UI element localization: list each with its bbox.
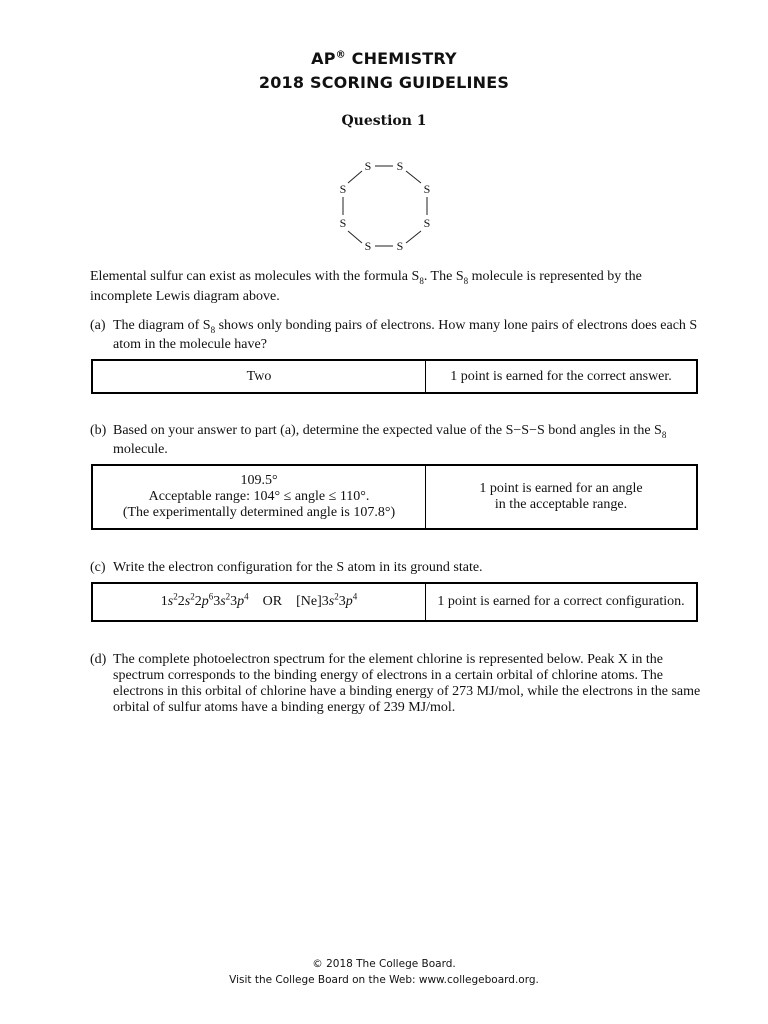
part-d-label: (d) xyxy=(90,652,107,667)
part-a-label: (a) xyxy=(90,318,106,333)
bond-line xyxy=(406,231,421,243)
part-a-points: 1 point is earned for the correct answer. xyxy=(426,360,698,393)
part-a-line-2: atom in the molecule have? xyxy=(113,337,267,352)
part-b-points-line-2: in the acceptable range. xyxy=(494,497,628,512)
part-b-label: (b) xyxy=(90,423,107,438)
lewis-atom-bottom-left: S xyxy=(364,239,372,253)
part-d-line-3: electrons in this orbital of chlorine have a binding energy of 273 MJ/mol, while the electrons in the same xyxy=(113,684,701,699)
part-b-answer-value: 109.5° xyxy=(240,473,278,488)
part-c-label: (c) xyxy=(90,560,106,575)
lewis-atom-top-left: S xyxy=(364,159,372,173)
part-b-answer-cell xyxy=(92,465,426,529)
part-d-line-4: orbital of sulfur atoms have a binding energy of 239 MJ/mol. xyxy=(113,700,456,715)
lewis-atom-left-upper: S xyxy=(339,182,347,196)
lewis-atom-left-lower: S xyxy=(339,216,347,230)
bond-line xyxy=(348,231,362,243)
part-d-line-1: The complete photoelectron spectrum for the element chlorine is represented below. Peak X in the xyxy=(113,652,663,667)
electron-configuration-noble-gas: $[Ne]3s^23p^4$ xyxy=(296,591,358,609)
footer-copyright: © 2018 The College Board. xyxy=(312,958,456,970)
bond-line xyxy=(406,171,421,183)
bond-line xyxy=(348,171,362,183)
lewis-atom-top-right: S xyxy=(396,159,404,173)
part-c-line-1: Write the electron configuration for the S atom in its ground state. xyxy=(113,560,483,575)
page-title: AP® CHEMISTRY xyxy=(311,49,457,68)
lewis-atom-bottom-right: S xyxy=(396,239,404,253)
lewis-diagram xyxy=(330,155,440,255)
footer-website: Visit the College Board on the Web: www.collegeboard.org. xyxy=(229,974,539,986)
part-b-line-2: molecule. xyxy=(113,442,168,457)
part-b-line-1: Based on your answer to part (a), determine the expected value of the S−S−S bond angles in the $S_8$ xyxy=(113,423,667,440)
electron-configuration-full: $1s^22s^22p^63s^23p^4$ xyxy=(160,591,249,609)
part-b-points-line-1: 1 point is earned for an angle xyxy=(479,481,643,496)
part-d-line-2: spectrum corresponds to the binding energy of electrons in a certain orbital of chlorine atoms. The xyxy=(113,668,663,683)
part-a-line-1: The diagram of $S_8$ shows only bonding pairs of electrons. How many lone pairs of electrons does each S xyxy=(113,318,698,335)
part-c-scoring-table xyxy=(91,582,698,622)
intro-line-1: Elemental sulfur can exist as molecules with the formula $S_8$. The $S_8$ molecule is represented by the xyxy=(90,269,642,286)
or-label: OR xyxy=(262,594,283,609)
part-c-points: 1 point is earned for a correct configuration. xyxy=(426,583,698,621)
page-subtitle: 2018 SCORING GUIDELINES xyxy=(258,73,510,92)
part-a-scoring-table xyxy=(91,359,698,394)
question-title: Question 1 xyxy=(341,113,427,129)
registered-mark: ® xyxy=(335,49,346,61)
part-b-scoring-table xyxy=(91,464,698,530)
part-b-points-cell xyxy=(426,465,698,529)
part-b-answer-experimental: (The experimentally determined angle is 107.8°) xyxy=(122,505,396,520)
part-a-answer: Two xyxy=(92,360,426,393)
intro-line-2: incomplete Lewis diagram above. xyxy=(90,289,280,304)
lewis-atom-right-lower: S xyxy=(423,216,431,230)
part-c-answer xyxy=(92,583,426,621)
part-b-answer-range: Acceptable range: 104° ≤ angle ≤ 110°. xyxy=(148,489,370,504)
lewis-atom-right-upper: S xyxy=(423,182,431,196)
